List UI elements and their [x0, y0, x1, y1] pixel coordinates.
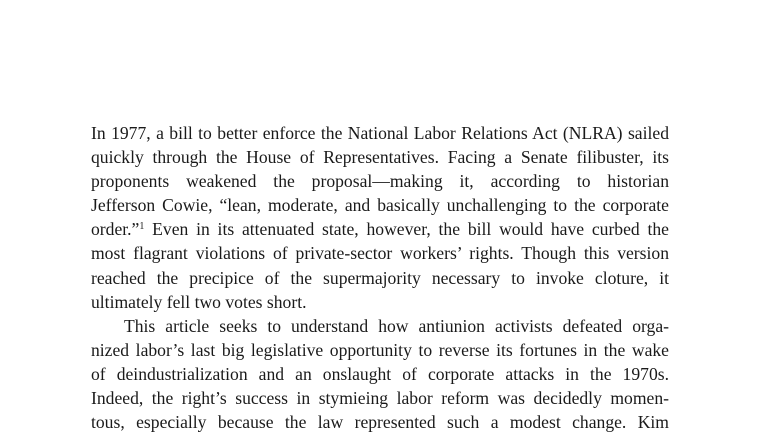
- text-fragment: Even in its attenuated state, however, the bill would have curbed the: [144, 219, 669, 240]
- article-body: [91, 121, 669, 433]
- text-line: In 1977, a bill to better enforce the National Labor Relations Act (NLRA) sailed: [91, 123, 669, 143]
- footnote-marker[interactable]: 1: [139, 221, 145, 233]
- text-line: tous, especially because the law represented such a modest change. Kim: [91, 412, 669, 433]
- paragraph-2: [91, 314, 669, 433]
- text-line: Indeed, the right’s success in stymieing labor reform was decidedly momen-: [91, 388, 669, 409]
- text-line: proponents weakened the proposal—making it, according to historian: [91, 171, 669, 192]
- text-fragment: order.”: [91, 219, 140, 240]
- text-line: Jefferson Cowie, “lean, moderate, and basically unchallenging to the corporate: [91, 195, 669, 216]
- text-line: of deindustrialization and an onslaught of corporate attacks in the 1970s.: [91, 363, 669, 384]
- paragraph-1: [91, 121, 669, 314]
- text-line: quickly through the House of Representatives. Facing a Senate filibuster, its: [91, 147, 669, 168]
- text-line: ultimately fell two votes short.: [91, 291, 307, 312]
- text-line: [91, 217, 669, 241]
- text-line: reached the precipice of the supermajority necessary to invoke cloture, it: [91, 267, 669, 288]
- text-line: nized labor’s last big legislative opportunity to reverse its fortunes in the wake: [91, 339, 669, 360]
- text-line: This article seeks to understand how antiunion activists defeated orga-: [124, 315, 669, 336]
- text-line: most flagrant violations of private-sector workers’ rights. Though this version: [91, 243, 669, 264]
